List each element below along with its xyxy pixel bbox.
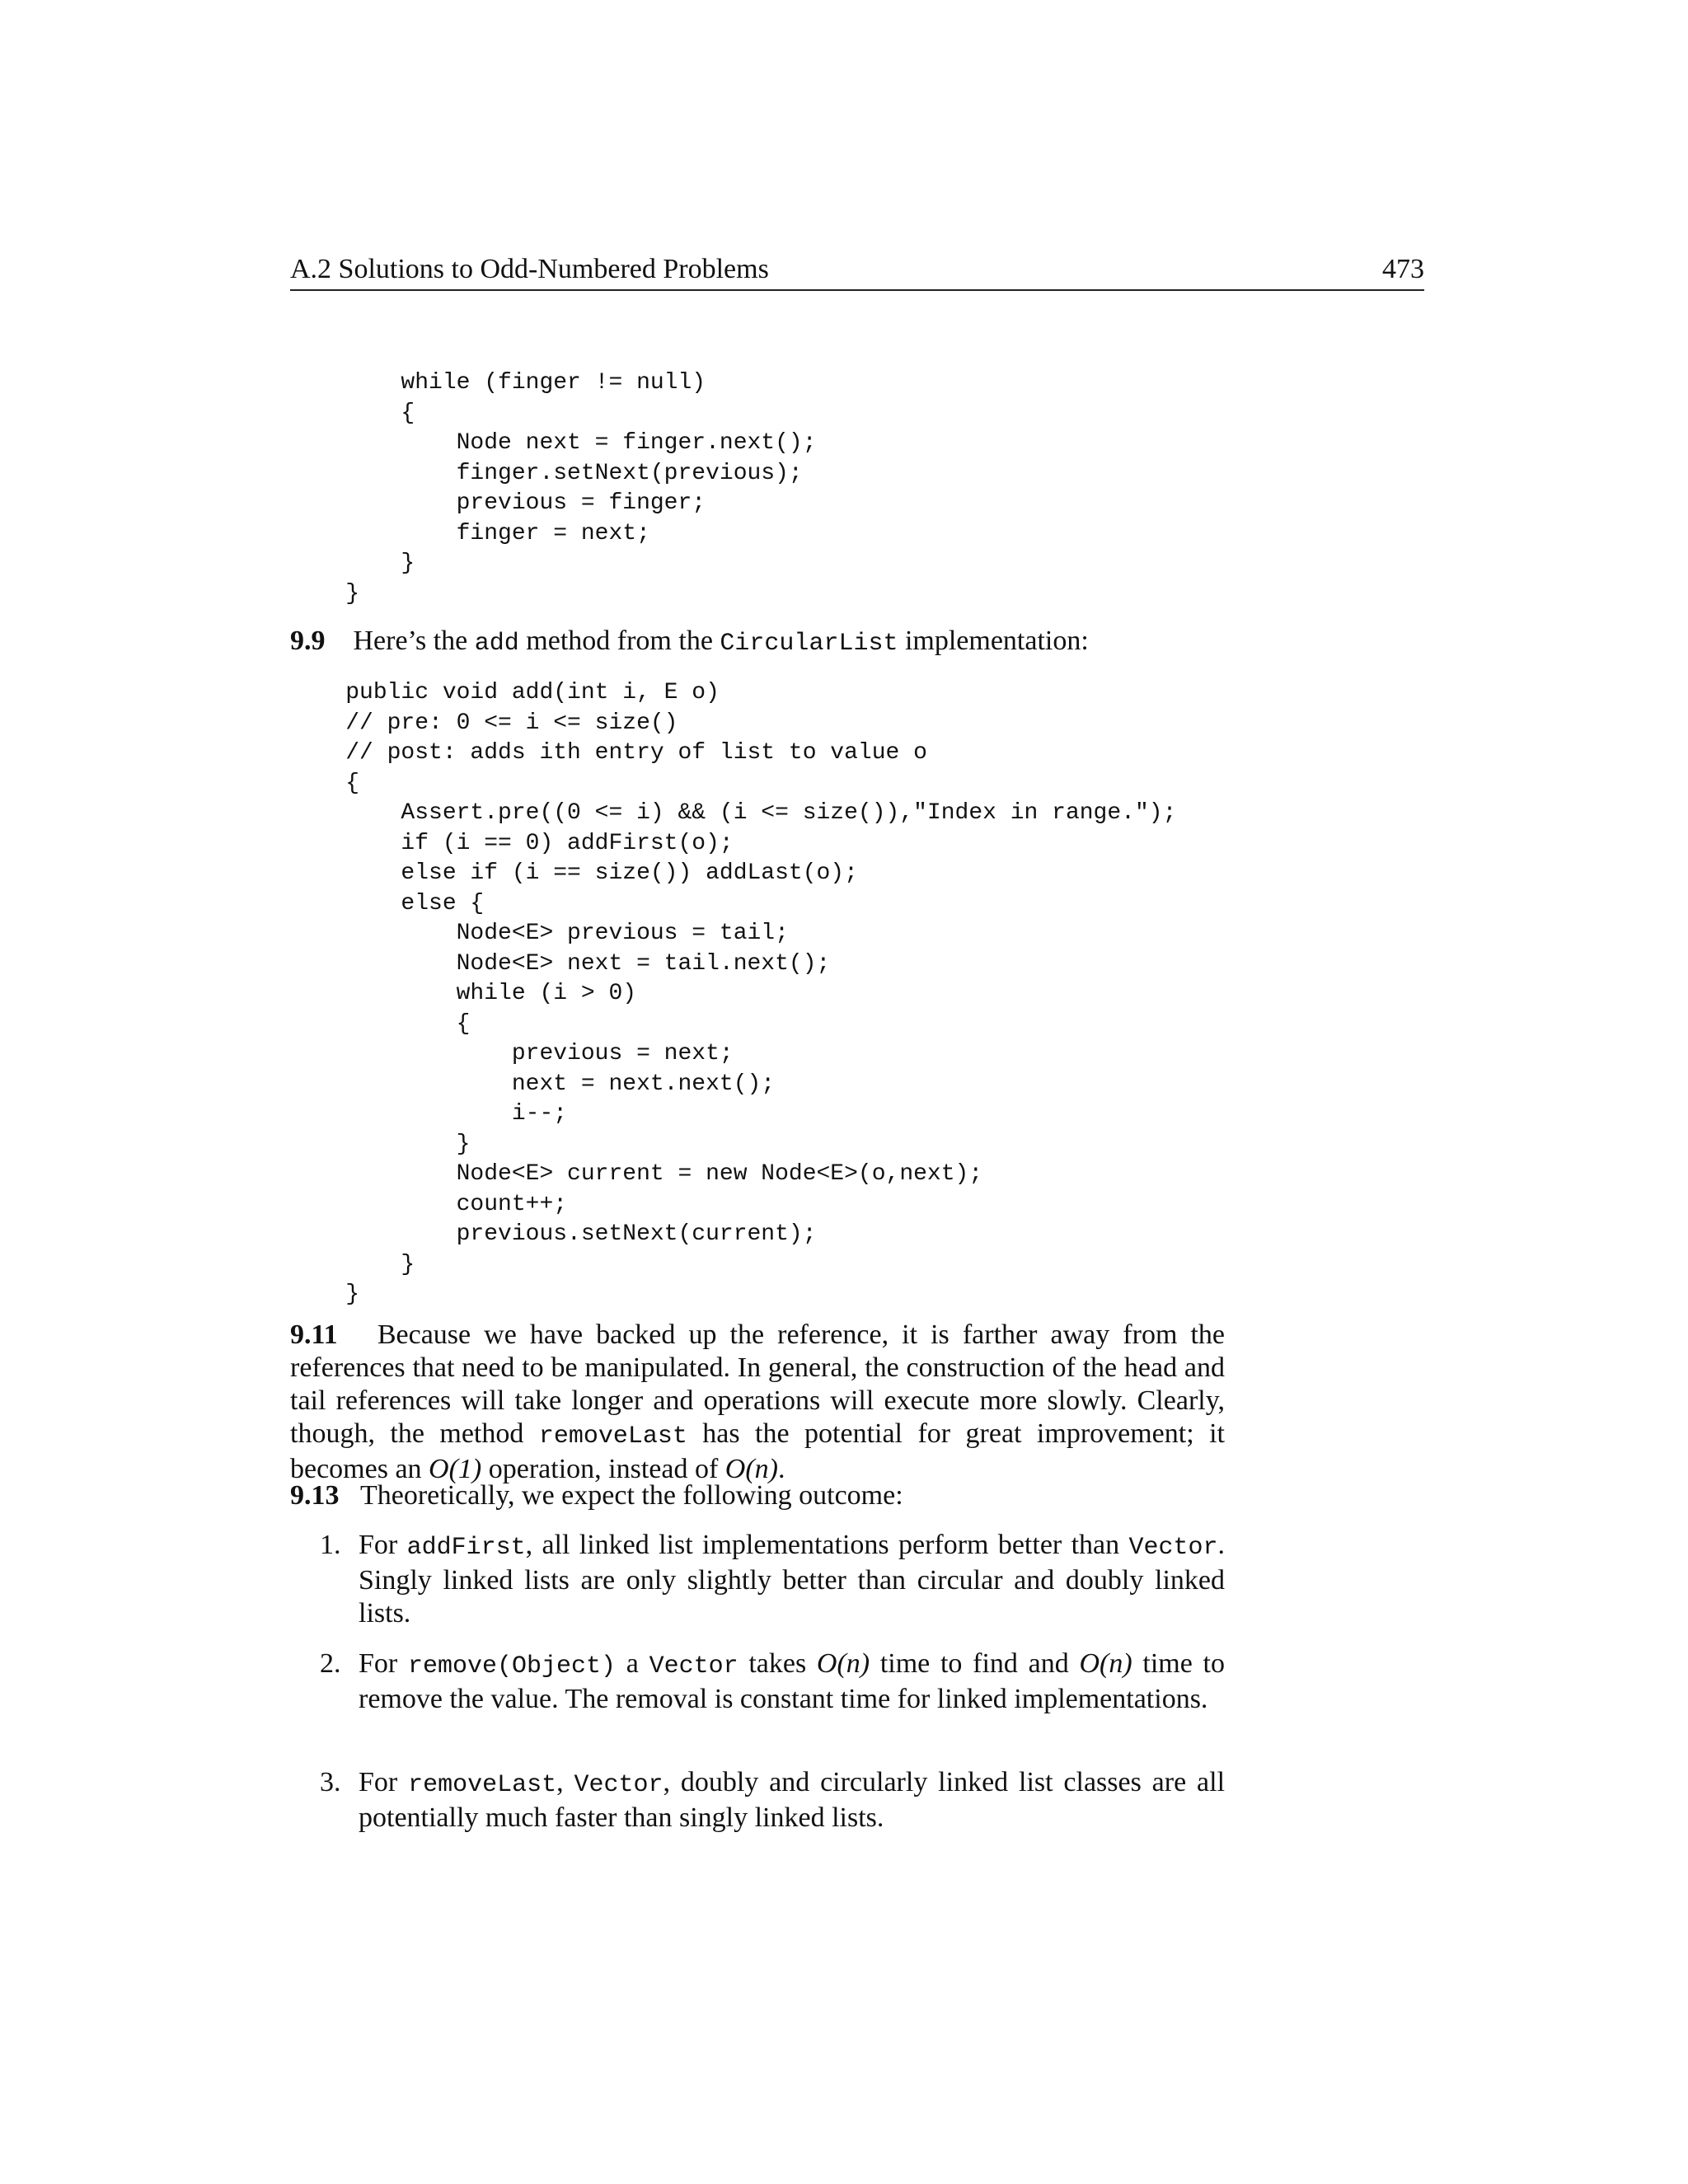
list-item (320, 1647, 1225, 1716)
math-expression: O(n) (1079, 1648, 1132, 1679)
list-text: time to remove the value. The removal is constant time for linked implementations. (359, 1648, 1225, 1714)
list-item (320, 1529, 1225, 1630)
page-number: 473 (1382, 254, 1424, 284)
problem-9-11 (290, 1319, 1225, 1486)
list-text: For (359, 1530, 407, 1560)
inline-code: removeLast (538, 1422, 687, 1451)
problem-text: has the potential for great improvement; it becomes an (290, 1418, 1225, 1484)
problem-number: 9.9 (290, 626, 326, 656)
header-title: A.2 Solutions to Odd-Numbered Problems (290, 254, 769, 284)
list-item-text (359, 1647, 1225, 1716)
problem-number: 9.13 (290, 1480, 340, 1511)
inline-code: Vector (574, 1771, 663, 1799)
inline-code: addFirst (406, 1534, 526, 1562)
list-text: For (359, 1767, 409, 1797)
list-text: , all linked list implementations perform better than (525, 1530, 1129, 1560)
inline-code: add (474, 630, 519, 658)
problem-text: method from the (518, 626, 720, 656)
list-item-text (359, 1766, 1225, 1835)
problem-number: 9.11 (290, 1319, 338, 1350)
math-expression: O(n) (816, 1648, 870, 1679)
problem-text: . (777, 1454, 785, 1484)
list-text: , (556, 1767, 574, 1797)
list-marker: 1. (320, 1530, 341, 1560)
list-item-text (359, 1529, 1225, 1630)
code-block-continuation: while (finger != null) { Node next = finger.next(); finger.setNext(previous); previous = finger; finger = next; } } (345, 370, 817, 607)
inline-code: Vector (1128, 1534, 1218, 1562)
problem-text: operation, instead of (481, 1454, 725, 1484)
list-text: , doubly and circularly linked list classes are all potentially much faster than singly linked lists. (359, 1767, 1226, 1833)
math-expression: O(n) (724, 1454, 778, 1484)
list-marker: 2. (320, 1648, 341, 1679)
list-marker: 3. (320, 1767, 341, 1797)
list-text: . Singly linked lists are only slightly better than circular and doubly linked lists. (359, 1530, 1225, 1629)
inline-code: remove(Object) (407, 1652, 617, 1680)
problem-9-9 (290, 625, 1225, 660)
list-text: a (616, 1648, 649, 1679)
list-text: takes (738, 1648, 817, 1679)
problem-text: implementation: (898, 626, 1089, 656)
inline-code: Vector (649, 1652, 738, 1680)
list-text: time to find and (870, 1648, 1080, 1679)
problem-text: Theoretically, we expect the following outcome: (360, 1480, 903, 1511)
inline-code: removeLast (408, 1771, 557, 1799)
math-expression: O(1) (429, 1454, 482, 1484)
list-item (320, 1766, 1225, 1835)
problem-9-13 (290, 1479, 1225, 1512)
page-header (290, 253, 1424, 291)
problem-text: Here’s the (353, 626, 475, 656)
inline-code: CircularList (720, 630, 898, 658)
list-text: For (359, 1648, 408, 1679)
code-block-add-method: public void add(int i, E o) // pre: 0 <= i <= size() // post: adds ith entry of list to value o { Assert.pre((0 <= i) && (i <= size()),"Index in range."); if (i == 0) addFirst(o); else if (i == size()) addLast(o); else { Node<E> previous = tail; Node<E> next = tail.next(); while (i > 0) { previous = next; next = next.next(); i--; } Node<E> current = new Node<E>(o,next); count++; previous.setNext(current); } } (345, 680, 1177, 1307)
problem-text: Because we have backed up the reference, it is farther away from the references that need to be manipulated. In general, the construction of the head and tail references will take longer and operations will execute more slowly. Clearly, though, the method (290, 1319, 1225, 1449)
